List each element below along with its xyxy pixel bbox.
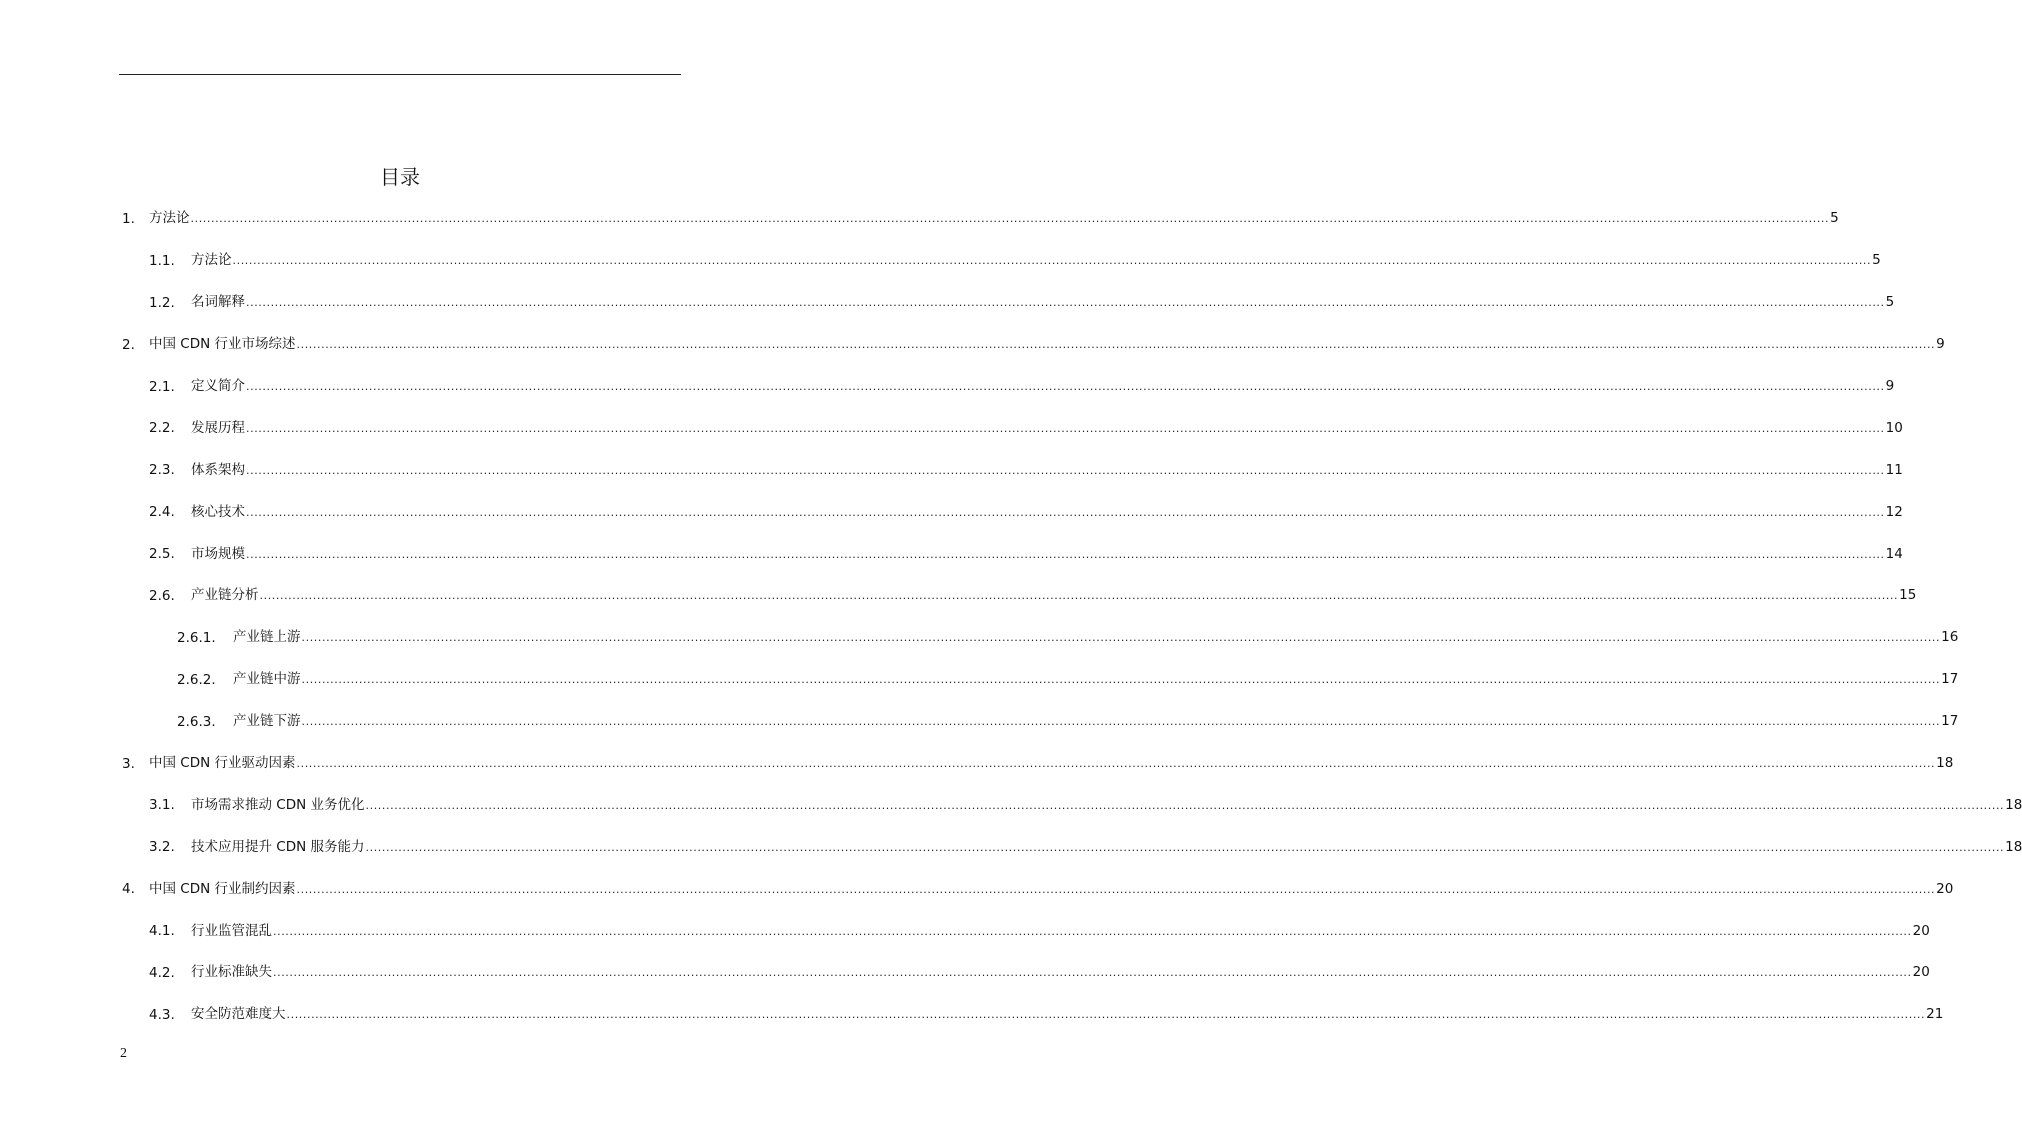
toc-leader-dots: ................................................................................................................................................................................................................................................................................................................................................................................................................: [246, 547, 1885, 561]
toc-entry[interactable]: [0, 994, 1944, 1036]
toc-leader-dots: ................................................................................................................................................................................................................................................................................................................................................................................................................: [246, 463, 1885, 477]
toc-entry-number: 2.6.1.: [177, 629, 216, 646]
toc-entry-label: 行业标准缺失: [191, 964, 272, 981]
toc-entry-page: 14: [1885, 545, 1903, 562]
toc-entry-line: [149, 209, 1839, 228]
header-rule: [119, 74, 681, 75]
toc-entry-label: 安全防范难度大: [191, 1006, 286, 1023]
toc-entry-line: [191, 419, 1903, 438]
toc-leader-dots: ................................................................................................................................................................................................................................................................................................................................................................................................................: [365, 840, 2005, 854]
toc-entry[interactable]: [0, 491, 1903, 533]
toc-entry-label: 方法论: [149, 210, 190, 227]
toc-leader-dots: ................................................................................................................................................................................................................................................................................................................................................................................................................: [296, 882, 1936, 896]
toc-entry-line: [191, 838, 2022, 857]
toc-entry-number: 2.4.: [149, 504, 175, 521]
toc-entry-number: 2.6.2.: [177, 671, 216, 688]
toc-entry-line: [233, 670, 1959, 689]
toc-entry-page: 5: [1830, 210, 1839, 227]
toc-entry-number: 1.1.: [149, 252, 175, 269]
toc-entry-label: 名词解释: [191, 294, 245, 311]
toc-entry[interactable]: [0, 449, 1903, 491]
toc-entry-number: 2.: [122, 336, 135, 353]
toc-leader-dots: ................................................................................................................................................................................................................................................................................................................................................................................................................: [232, 254, 1872, 268]
toc-entry-page: 15: [1899, 587, 1917, 604]
toc-entry-label: 中国 CDN 行业制约因素: [149, 880, 296, 897]
toc-leader-dots: ................................................................................................................................................................................................................................................................................................................................................................................................................: [246, 296, 1885, 310]
toc-entry[interactable]: [0, 282, 1895, 324]
toc-entry[interactable]: [0, 617, 1959, 659]
toc-entry-number: 2.3.: [149, 462, 175, 479]
toc-leader-dots: ................................................................................................................................................................................................................................................................................................................................................................................................................: [246, 380, 1885, 393]
toc-entry-label: 体系架构: [191, 461, 245, 478]
toc-entry-line: [191, 503, 1903, 522]
toc-entry-page: 16: [1941, 629, 1959, 646]
toc-entry[interactable]: [0, 198, 1839, 240]
toc-entry-label: 市场需求推动 CDN 业务优化: [191, 796, 365, 813]
toc-entry-label: 中国 CDN 行业市场综述: [149, 336, 296, 353]
toc-entry-page: 5: [1872, 252, 1881, 269]
toc-entry-label: 技术应用提升 CDN 服务能力: [191, 838, 365, 855]
toc-entry-number: 2.5.: [149, 546, 175, 563]
toc-leader-dots: ................................................................................................................................................................................................................................................................................................................................................................................................................: [365, 798, 2005, 812]
toc-entry-page: 5: [1885, 294, 1895, 311]
toc-entry-page: 9: [1885, 378, 1895, 394]
toc-entry[interactable]: [0, 952, 1930, 994]
toc-leader-dots: ................................................................................................................................................................................................................................................................................................................................................................................................................: [190, 212, 1830, 226]
toc-entry-number: 2.6.: [149, 587, 175, 604]
toc-leader-dots: ................................................................................................................................................................................................................................................................................................................................................................................................................: [246, 421, 1885, 435]
toc-entry-line: [191, 1005, 1944, 1024]
toc-entry[interactable]: [0, 575, 1917, 617]
toc-leader-dots: ................................................................................................................................................................................................................................................................................................................................................................................................................: [273, 966, 1912, 980]
toc-entry-number: 4.1.: [149, 923, 175, 940]
toc-entry-line: [191, 586, 1917, 605]
toc-entry-number: 4.: [122, 881, 135, 898]
toc-entry-line: [191, 377, 1895, 396]
toc-entry-label: 产业链下游: [233, 713, 301, 730]
toc-entry-number: 2.2.: [149, 420, 175, 437]
toc-entry-line: [233, 712, 1959, 731]
toc-entry[interactable]: [0, 533, 1903, 575]
toc-entry-number: 4.3.: [149, 1006, 175, 1023]
toc-entry-number: 1.2.: [149, 294, 175, 311]
toc-entry[interactable]: [0, 240, 1881, 282]
toc-entry-number: 2.6.3.: [177, 713, 216, 730]
toc-entry-label: 产业链分析: [191, 587, 259, 604]
toc-entry[interactable]: [0, 366, 1895, 408]
toc-entry-label: 定义简介: [191, 378, 245, 394]
toc-leader-dots: ................................................................................................................................................................................................................................................................................................................................................................................................................: [301, 673, 1941, 687]
toc-entry-page: 20: [1912, 964, 1930, 981]
toc-entry[interactable]: [0, 659, 1959, 701]
toc-entry-label: 产业链上游: [233, 629, 301, 646]
toc-entry-page: 20: [1912, 922, 1930, 939]
toc-leader-dots: ................................................................................................................................................................................................................................................................................................................................................................................................................: [296, 757, 1936, 771]
toc-entry-line: [191, 963, 1930, 982]
toc-entry-label: 方法论: [191, 252, 232, 269]
toc-entry[interactable]: [0, 407, 1903, 449]
toc-entry-number: 4.2.: [149, 964, 175, 981]
toc-entry-label: 核心技术: [191, 503, 245, 520]
toc-entry-line: [191, 251, 1881, 270]
toc-leader-dots: ................................................................................................................................................................................................................................................................................................................................................................................................................: [273, 924, 1912, 938]
table-of-contents: [0, 198, 2022, 1036]
toc-entry-line: [191, 461, 1903, 480]
toc-entry-number: 3.2.: [149, 839, 175, 856]
toc-entry-line: [149, 754, 1954, 773]
toc-leader-dots: ................................................................................................................................................................................................................................................................................................................................................................................................................: [259, 589, 1899, 603]
toc-entry-page: 18: [2005, 838, 2022, 855]
page-number: 2: [120, 1046, 127, 1061]
toc-entry-page: 21: [1926, 1006, 1944, 1023]
toc-entry-page: 9: [1936, 336, 1945, 353]
toc-entry-page: 17: [1941, 671, 1959, 688]
toc-entry-line: [149, 880, 1954, 899]
toc-entry-line: [191, 293, 1895, 312]
toc-entry-label: 行业监管混乱: [191, 922, 272, 939]
toc-entry-page: 10: [1885, 419, 1903, 436]
toc-leader-dots: ................................................................................................................................................................................................................................................................................................................................................................................................................: [301, 631, 1941, 645]
toc-entry-number: 2.1.: [149, 378, 175, 395]
toc-entry[interactable]: [0, 743, 1954, 785]
toc-entry-number: 1.: [122, 210, 135, 227]
toc-entry-label: 中国 CDN 行业驱动因素: [149, 755, 296, 772]
toc-entry-page: 11: [1885, 461, 1903, 478]
page-title: 目录: [380, 165, 420, 189]
toc-entry-page: 18: [1936, 755, 1954, 772]
toc-leader-dots: ................................................................................................................................................................................................................................................................................................................................................................................................................: [286, 1008, 1926, 1022]
toc-entry-number: 3.1.: [149, 797, 175, 814]
toc-entry-line: [191, 545, 1903, 564]
toc-entry-line: [191, 796, 2022, 815]
toc-leader-dots: ................................................................................................................................................................................................................................................................................................................................................................................................................: [301, 715, 1941, 729]
toc-entry-page: 20: [1936, 880, 1954, 897]
toc-entry[interactable]: [0, 324, 1945, 366]
toc-leader-dots: ................................................................................................................................................................................................................................................................................................................................................................................................................: [296, 338, 1936, 352]
toc-entry[interactable]: [0, 910, 1930, 952]
toc-entry[interactable]: [0, 868, 1954, 910]
toc-entry-line: [149, 335, 1945, 354]
toc-entry[interactable]: [0, 784, 2022, 826]
toc-entry-page: 17: [1941, 713, 1959, 730]
toc-entry-page: 18: [2005, 796, 2022, 813]
toc-entry-label: 发展历程: [191, 419, 245, 436]
toc-entry-page: 12: [1885, 503, 1903, 520]
toc-entry-line: [191, 922, 1930, 941]
toc-entry[interactable]: [0, 701, 1959, 743]
toc-entry-line: [233, 628, 1959, 647]
toc-leader-dots: ................................................................................................................................................................................................................................................................................................................................................................................................................: [246, 505, 1885, 519]
toc-entry-label: 产业链中游: [233, 671, 301, 688]
toc-entry-number: 3.: [122, 755, 135, 772]
toc-entry-label: 市场规模: [191, 545, 245, 562]
toc-entry[interactable]: [0, 826, 2022, 868]
